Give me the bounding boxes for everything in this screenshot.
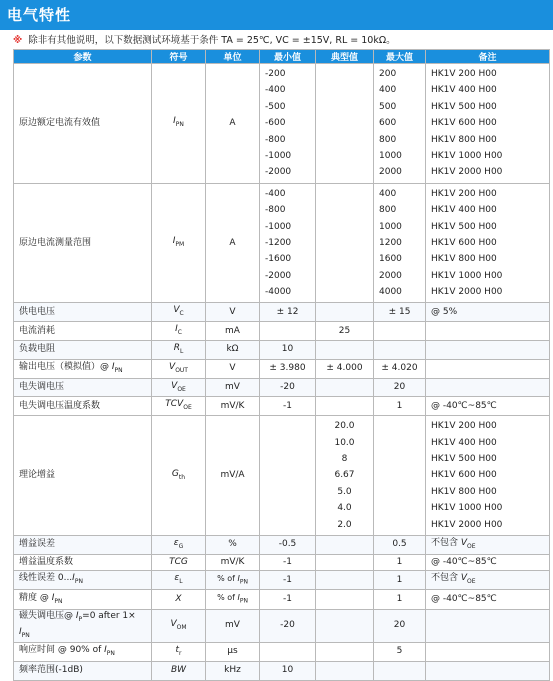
- max-cell: 1: [374, 570, 426, 590]
- typ-cell: [316, 570, 374, 590]
- symbol-cell: BW: [152, 661, 206, 680]
- typ-list-cell: 20.0 10.0 8 6.67 5.0 4.0 2.0: [316, 416, 374, 536]
- unit-cell: mV: [206, 378, 260, 397]
- table-row: [14, 183, 550, 303]
- max-cell: [374, 322, 426, 341]
- unit-cell: % of $I_{PN}$: [206, 570, 260, 590]
- typ-cell: [316, 341, 374, 360]
- param-cell: 电流消耗: [14, 322, 152, 341]
- remark-cell: [426, 322, 550, 341]
- min-cell: -1: [260, 554, 316, 570]
- model-list-cell: HK1V 200 H00 HK1V 400 H00 HK1V 500 H00 HK1V 600 H00 HK1V 800 H00 HK1V 1000 H00 HK1V 2000 H00: [426, 416, 550, 536]
- symbol-cell: $t_r$: [152, 642, 206, 661]
- model-list-cell: HK1V 200 H00 HK1V 400 H00 HK1V 500 H00 HK1V 600 H00 HK1V 800 H00 HK1V 1000 H00 HK1V 2000 H00: [426, 183, 550, 303]
- unit-cell: %: [206, 535, 260, 554]
- typ-cell: [316, 378, 374, 397]
- max-cell: ± 4.020: [374, 359, 426, 378]
- param-cell: 电失调电压温度系数: [14, 397, 152, 416]
- param-cell: 精度 @ $I_{PN}$: [14, 590, 152, 610]
- min-cell: ± 12: [260, 303, 316, 322]
- table-row: [14, 359, 550, 378]
- table-header-row: [14, 50, 550, 64]
- test-condition-note: [13, 32, 396, 48]
- symbol-cell: $V_{OM}$: [152, 609, 206, 642]
- param-cell: 增益误差: [14, 535, 152, 554]
- remark-cell: [426, 609, 550, 642]
- model-list-cell: HK1V 200 H00 HK1V 400 H00 HK1V 500 H00 HK1V 600 H00 HK1V 800 H00 HK1V 1000 H00 HK1V 2000 H00: [426, 64, 550, 184]
- table-row: [14, 416, 550, 536]
- typ-cell: [316, 535, 374, 554]
- typ-cell: [316, 183, 374, 303]
- remark-cell: @ 5%: [426, 303, 550, 322]
- table-row: [14, 64, 550, 184]
- remark-cell: 不包含 $V_{OE}$: [426, 535, 550, 554]
- unit-cell: mV/A: [206, 416, 260, 536]
- min-cell: [260, 642, 316, 661]
- max-cell: 1: [374, 397, 426, 416]
- remark-cell: [426, 359, 550, 378]
- symbol-cell: $I_{PN}$: [152, 64, 206, 184]
- min-cell: -20: [260, 609, 316, 642]
- remark-cell: [426, 341, 550, 360]
- max-cell: [374, 661, 426, 680]
- col-header-param: 参数: [14, 50, 152, 64]
- min-cell: -20: [260, 378, 316, 397]
- unit-cell: A: [206, 183, 260, 303]
- max-cell: 20: [374, 378, 426, 397]
- unit-cell: A: [206, 64, 260, 184]
- table-row: [14, 554, 550, 570]
- param-cell: 线性误差 $0...I_{PN}$: [14, 570, 152, 590]
- unit-cell: V: [206, 359, 260, 378]
- symbol-cell: $\varepsilon_L$: [152, 570, 206, 590]
- typ-cell: [316, 609, 374, 642]
- typ-cell: [316, 303, 374, 322]
- min-cell: -1: [260, 590, 316, 610]
- col-header-min: 最小值: [260, 50, 316, 64]
- symbol-cell: $V_{OUT}$: [152, 359, 206, 378]
- col-header-typ: 典型值: [316, 50, 374, 64]
- max-list-cell: 400 800 1000 1200 1600 2000 4000: [374, 183, 426, 303]
- remark-cell: @ -40℃~85℃: [426, 554, 550, 570]
- symbol-cell: $V_{OE}$: [152, 378, 206, 397]
- col-header-max: 最大值: [374, 50, 426, 64]
- unit-cell: V: [206, 303, 260, 322]
- table-row: [14, 397, 550, 416]
- min-cell: -1: [260, 570, 316, 590]
- param-cell: 负载电阻: [14, 341, 152, 360]
- unit-cell: kΩ: [206, 341, 260, 360]
- table-row: [14, 642, 550, 661]
- unit-cell: mA: [206, 322, 260, 341]
- param-cell: 频率范围(-1dB): [14, 661, 152, 680]
- max-cell: 1: [374, 554, 426, 570]
- param-cell: 原边额定电流有效值: [14, 64, 152, 184]
- unit-cell: % of $I_{PN}$: [206, 590, 260, 610]
- col-header-unit: 单位: [206, 50, 260, 64]
- max-cell: 0.5: [374, 535, 426, 554]
- section-title-bar: [0, 0, 553, 30]
- symbol-cell: X: [152, 590, 206, 610]
- param-cell: 增益温度系数: [14, 554, 152, 570]
- typ-cell: [316, 397, 374, 416]
- table-row: [14, 661, 550, 680]
- max-cell: 20: [374, 609, 426, 642]
- max-cell: 5: [374, 642, 426, 661]
- table-row: [14, 322, 550, 341]
- param-cell: 原边电流测量范围: [14, 183, 152, 303]
- symbol-cell: $R_L$: [152, 341, 206, 360]
- note-text: 除非有其他说明，以下数据测试环境基于条件 TA = 25℃, VC = ±15V, RL = 10kΩ。: [28, 35, 396, 46]
- table-row: [14, 535, 550, 554]
- min-cell: -0.5: [260, 535, 316, 554]
- typ-cell: 25: [316, 322, 374, 341]
- symbol-cell: $G_{th}$: [152, 416, 206, 536]
- min-cell: 10: [260, 341, 316, 360]
- unit-cell: mV/K: [206, 554, 260, 570]
- param-cell: 磁失调电压@ $I_P=0$ after 1× $I_{PN}$: [14, 609, 152, 642]
- max-cell: [374, 416, 426, 536]
- typ-cell: ± 4.000: [316, 359, 374, 378]
- typ-cell: [316, 554, 374, 570]
- min-cell: [260, 416, 316, 536]
- min-list-cell: -200 -400 -500 -600 -800 -1000 -2000: [260, 64, 316, 184]
- table-row: [14, 341, 550, 360]
- remark-cell: @ -40℃~85℃: [426, 397, 550, 416]
- symbol-cell: $\varepsilon_G$: [152, 535, 206, 554]
- max-cell: ± 15: [374, 303, 426, 322]
- min-cell: -1: [260, 397, 316, 416]
- max-cell: 1: [374, 590, 426, 610]
- symbol-cell: $TCV_{OE}$: [152, 397, 206, 416]
- max-cell: [374, 341, 426, 360]
- symbol-cell: $I_{PM}$: [152, 183, 206, 303]
- max-list-cell: 200 400 500 600 800 1000 2000: [374, 64, 426, 184]
- typ-cell: [316, 642, 374, 661]
- remark-cell: [426, 661, 550, 680]
- note-mark-icon: ※: [13, 35, 23, 46]
- col-header-remark: 备注: [426, 50, 550, 64]
- unit-cell: μs: [206, 642, 260, 661]
- min-cell: ± 3.980: [260, 359, 316, 378]
- param-cell: 理论增益: [14, 416, 152, 536]
- unit-cell: kHz: [206, 661, 260, 680]
- param-cell: 供电电压: [14, 303, 152, 322]
- remark-cell: 不包含 $V_{OE}$: [426, 570, 550, 590]
- table-row: [14, 303, 550, 322]
- table-row: [14, 590, 550, 610]
- min-cell: 10: [260, 661, 316, 680]
- remark-cell: @ -40℃~85℃: [426, 590, 550, 610]
- table-row: [14, 609, 550, 642]
- param-cell: 响应时间 @ 90% of $I_{PN}$: [14, 642, 152, 661]
- unit-cell: mV/K: [206, 397, 260, 416]
- typ-cell: [316, 590, 374, 610]
- symbol-cell: $I_C$: [152, 322, 206, 341]
- param-cell: 输出电压（模拟值）@ $I_{PN}$: [14, 359, 152, 378]
- table-row: [14, 378, 550, 397]
- section-title: 电气特性: [7, 6, 72, 24]
- remark-cell: [426, 378, 550, 397]
- typ-cell: [316, 661, 374, 680]
- param-cell: 电失调电压: [14, 378, 152, 397]
- spec-table: [13, 49, 550, 681]
- table-row: [14, 570, 550, 590]
- min-list-cell: -400 -800 -1000 -1200 -1600 -2000 -4000: [260, 183, 316, 303]
- remark-cell: [426, 642, 550, 661]
- typ-cell: [316, 64, 374, 184]
- min-cell: [260, 322, 316, 341]
- symbol-cell: TCG: [152, 554, 206, 570]
- symbol-cell: $V_C$: [152, 303, 206, 322]
- col-header-symbol: 符号: [152, 50, 206, 64]
- unit-cell: mV: [206, 609, 260, 642]
